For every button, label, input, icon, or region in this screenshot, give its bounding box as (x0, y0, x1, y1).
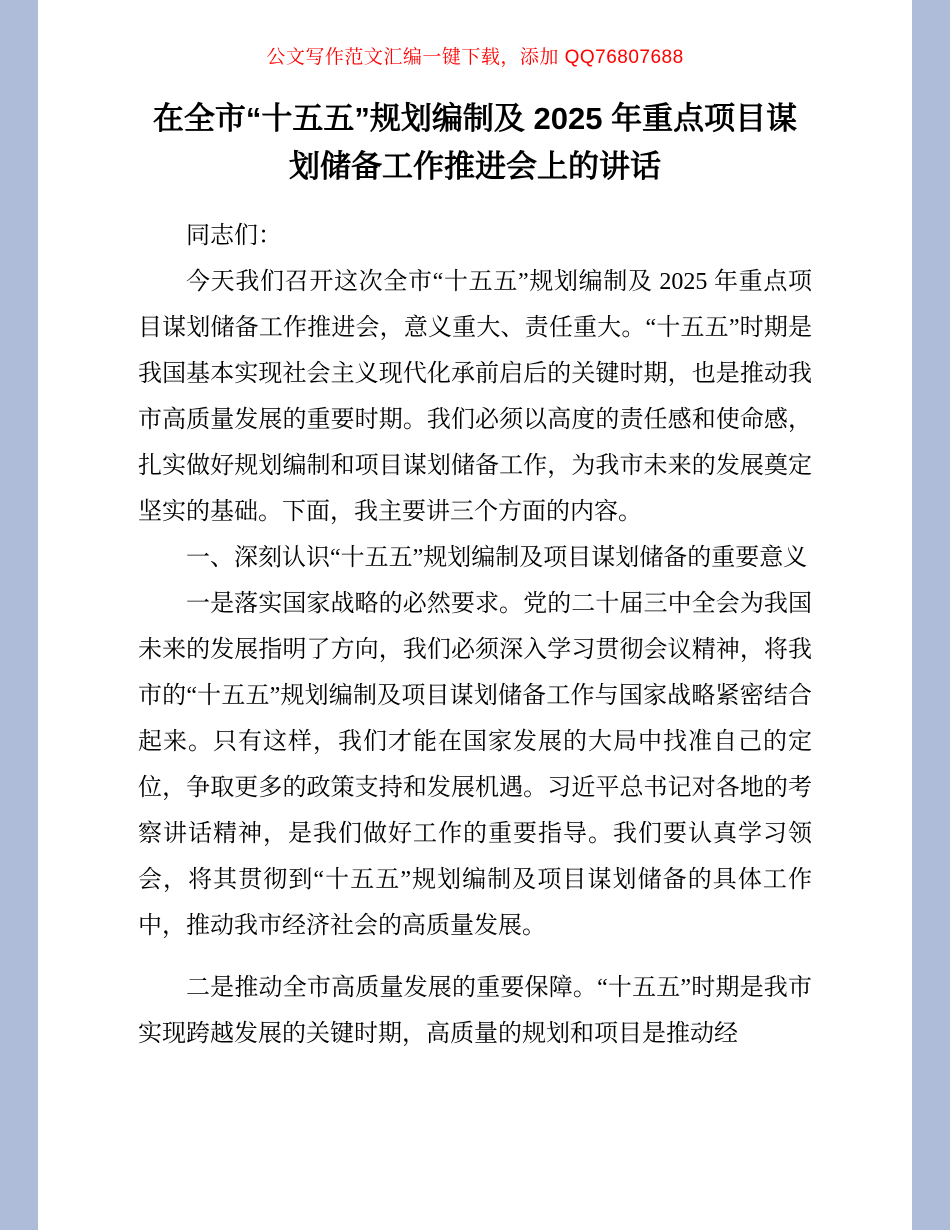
document-body (138, 213, 812, 1057)
paragraph-point-one: 一是落实国家战略的必然要求。党的二十届三中全会为我国未来的发展指明了方向，我们必须深入学习贯彻会议精神，将我市的“十五五”规划编制及项目谋划储备工作与国家战略紧密结合起来。只有这样，我们才能在国家发展的大局中找准自己的定位，争取更多的政策支持和发展机遇。习近平总书记对各地的考察讲话精神，是我们做好工作的重要指导。我们要认真学习领会，将其贯彻到“十五五”规划编制及项目谋划储备的具体工作中，推动我市经济社会的高质量发展。 (138, 591, 812, 940)
section-heading: 一、深刻认识“十五五”规划编制及项目谋划储备的重要意义 (186, 545, 808, 572)
document-page (38, 0, 912, 1230)
paragraph-intro: 今天我们召开这次全市“十五五”规划编制及 2025 年重点项目谋划储备工作推进会，意义重大、责任重大。“十五五”时期是我国基本实现社会主义现代化承前启后的关键时期，也是推动我市高质量发展的重要时期。我们必须以高度的责任感和使命感，扎实做好规划编制和项目谋划储备工作，为我市未来的发展奠定坚实的基础。下面，我主要讲三个方面的内容。 (138, 269, 812, 526)
document-title: 在全市“十五五”规划编制及 2025 年重点项目谋划储备工作推进会上的讲话 (152, 101, 798, 185)
paragraph-salutation: 同志们： (186, 223, 282, 250)
promo-notice: 公文写作范文汇编一键下载，添加 QQ76807688 (266, 47, 684, 68)
paragraph-point-two: 二是推动全市高质量发展的重要保障。“十五五”时期是我市实现跨越发展的关键时期，高质量的规划和项目是推动经 (138, 975, 812, 1048)
